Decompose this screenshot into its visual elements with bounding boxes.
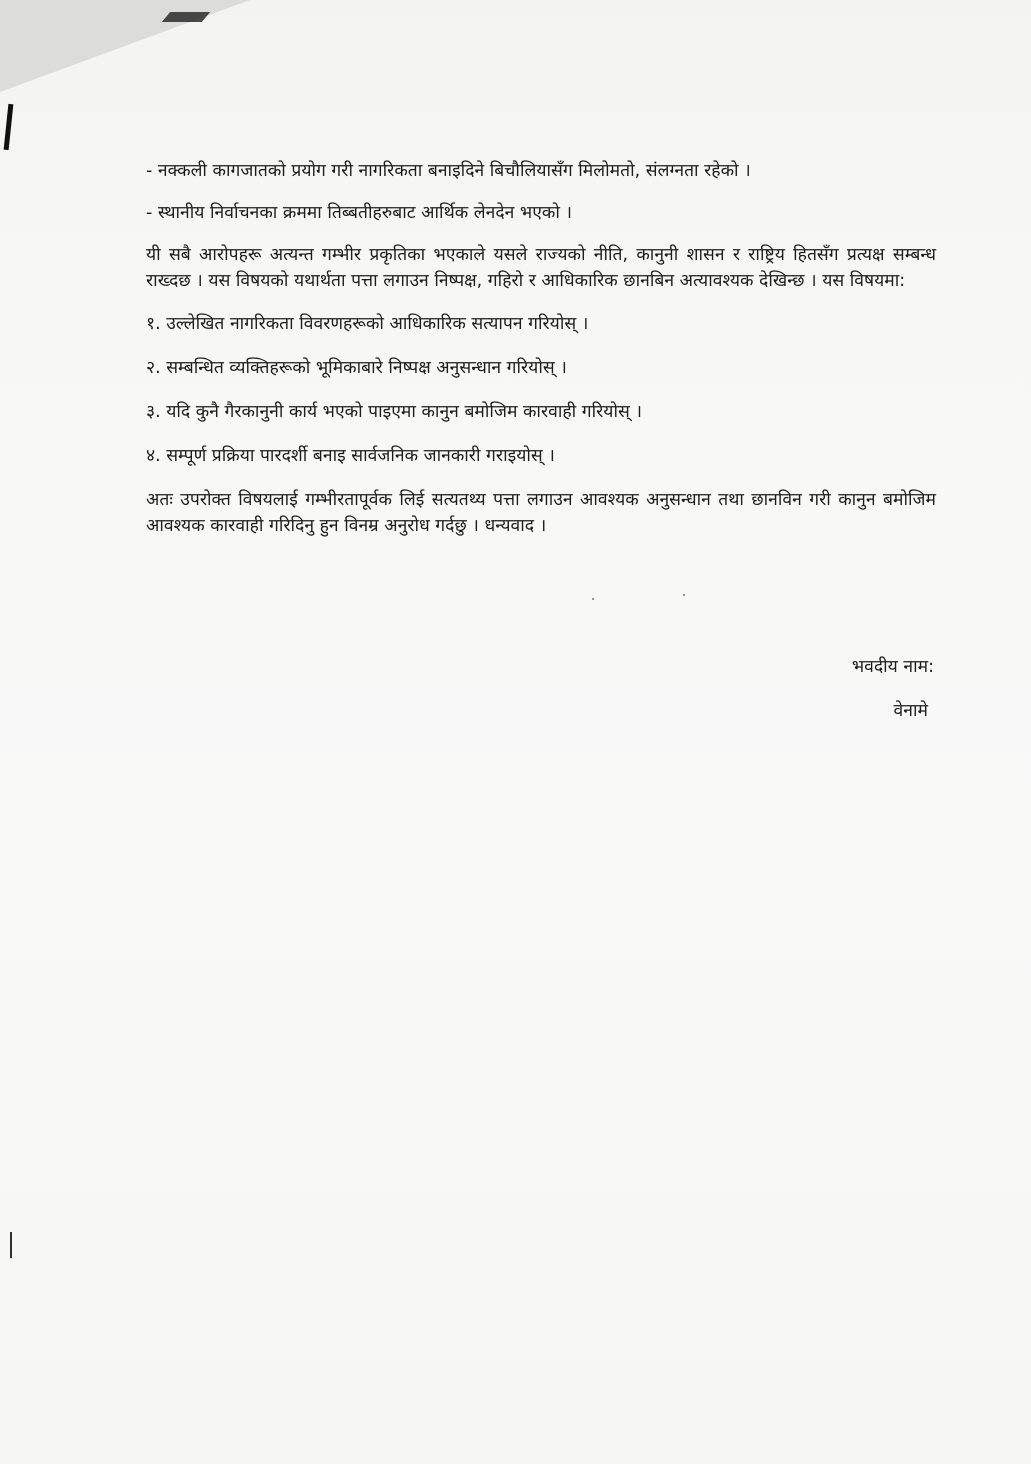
request-item: १. उल्लेखित नागरिकता विवरणहरूको आधिकारिक सत्यापन गरियोस् । bbox=[146, 314, 589, 334]
scan-edge-mark bbox=[10, 1232, 12, 1258]
bullet-point: - नक्कली कागजातको प्रयोग गरी नागरिकता बनाइदिने बिचौलियासँग मिलोमतो, संलग्नता रहेको । bbox=[146, 161, 751, 181]
scan-edge-mark bbox=[4, 104, 14, 150]
scan-speck bbox=[683, 594, 685, 596]
bullet-point: - स्थानीय निर्वाचनका क्रममा तिब्बतीहरुबाट आर्थिक लेनदेन भएको । bbox=[146, 203, 573, 223]
scan-speck bbox=[592, 598, 594, 600]
signature-block bbox=[852, 654, 934, 724]
signature-name: वेनामे bbox=[893, 701, 928, 721]
closing-paragraph: अतः उपरोक्त विषयलाई गम्भीरतापूर्वक लिई सत्यतथ्य पत्ता लगाउन आवश्यक अनुसन्धान तथा छानविन गरी कानुन बमोजिम आवश्यक कारवाही गरिदिनु हुन विनम्र अनुरोध गर्दछु । धन्यवाद । bbox=[146, 490, 936, 536]
signature-label: भवदीय नाम: bbox=[851, 657, 934, 677]
request-item: २. सम्बन्धित व्यक्तिहरूको भूमिकाबारे निष्पक्ष अनुसन्धान गरियोस् । bbox=[146, 358, 567, 378]
scan-corner-shadow bbox=[0, 0, 250, 92]
request-item: ३. यदि कुनै गैरकानुनी कार्य भएको पाइएमा कानुन बमोजिम कारवाही गरियोस् । bbox=[146, 402, 643, 422]
request-item: ४. सम्पूर्ण प्रक्रिया पारदर्शी बनाइ सार्वजनिक जानकारी गराइयोस् । bbox=[146, 446, 555, 466]
scan-corner-fold bbox=[162, 12, 210, 22]
intro-paragraph: यी सबै आरोपहरू अत्यन्त गम्भीर प्रकृतिका भएकाले यसले राज्यको नीति, कानुनी शासन र राष्ट्रिय हितसँग प्रत्यक्ष सम्बन्ध राख्दछ । यस विषयको यथार्थता पत्ता लगाउन निष्पक्ष, गहिरो र आधिकारिक छानबिन अत्यावश्यक देखिन्छ । यस विषयमा: bbox=[146, 245, 936, 291]
letter-body bbox=[146, 158, 936, 556]
